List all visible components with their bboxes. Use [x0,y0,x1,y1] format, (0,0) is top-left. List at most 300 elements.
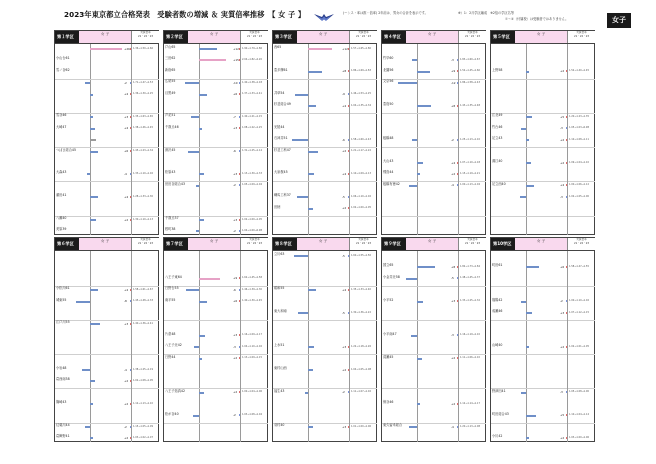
school-row [55,102,159,111]
rate-trend: 1.06→1.10→1.02 [351,194,371,198]
rate-trend: 1.36→1.30→1.25 [133,92,153,96]
district-panel-body [491,44,594,235]
applicant-change-value: -3 [233,344,236,349]
rate-trend: 1.15→1.05→1.09 [133,424,153,428]
trend-dot-icon [239,173,241,175]
school-row [164,148,268,157]
trend-dot-icon [566,70,568,72]
school-row [55,332,159,341]
trend-dot-icon [239,82,241,84]
trend-dot-icon [130,403,132,405]
school-row [491,125,595,134]
rate-column-header [567,31,595,43]
school-row [491,113,595,122]
applicant-change-value: -2 [124,424,127,429]
rate-trend: 1.28→1.33→1.30 [133,194,153,198]
school-row [164,400,268,409]
trend-dot-icon [239,300,241,302]
school-name: 立川63 [274,252,285,256]
school-row [164,102,268,111]
school-row [164,56,268,65]
school-row [382,412,486,421]
applicant-change-bar [90,380,95,382]
applicant-change-bar [526,116,532,118]
district-panel-header [164,238,267,251]
school-name: 豊多摩61 [274,67,288,72]
trend-dot-icon [566,391,568,393]
school-row [491,355,595,364]
district-panel-header [491,238,594,251]
school-name: 紅葉川44 [56,423,70,427]
trend-dot-icon [348,369,350,371]
applicant-change-bar [521,301,526,303]
rate-trend: 1.58→1.47→1.55 [569,264,589,268]
school-row [382,148,486,157]
rate-trend: 2.04→1.82→2.20 [242,57,262,61]
rate-trend: 1.10→1.08→1.11 [569,137,589,141]
rate-trend: 1.62→1.45→1.58 [242,276,262,280]
rate-trend: 1.16→1.19→1.10 [460,333,480,337]
school-row [273,298,377,307]
school-name: 杉並工科47 [274,147,291,152]
applicant-change-value: -2 [233,183,236,188]
school-name: 成瀬46 [492,309,503,313]
applicant-change-bar [308,369,313,371]
rate-trend: 1.60→1.55→1.50 [351,253,371,257]
school-name: 松が谷40 [165,411,179,416]
rate-column-years: 21・22・23 [573,35,590,38]
district-panel [54,30,159,235]
trend-dot-icon [130,116,132,118]
wings-logo-icon [313,11,335,23]
applicant-change-value: +3 [124,114,129,119]
school-row [55,193,159,202]
trend-dot-icon [457,82,459,84]
trend-dot-icon [566,266,568,268]
rate-trend: 1.09→1.04→1.10 [569,160,589,164]
rate-trend: 1.07→1.10→1.18 [460,160,480,164]
applicant-change-bar [308,289,316,291]
applicant-change-bar [90,289,98,291]
applicant-change-value: -2 [342,390,345,395]
school-name: 板橋48 [383,136,394,141]
rate-column-years: 21・22・23 [246,242,263,245]
applicant-change-bar [199,358,202,360]
rate-trend: 1.11→1.06→1.10 [460,356,480,360]
school-name: 野津田41 [492,388,506,393]
applicant-change-value: -2 [233,228,236,233]
school-row [273,216,377,225]
school-row [382,136,486,145]
school-name: 新宿65 [165,67,176,72]
school-row [491,275,595,284]
school-name: 芦花51 [165,113,176,118]
trend-dot-icon [457,173,459,175]
applicant-change-bar [90,196,98,198]
applicant-change-bar [199,278,220,280]
applicant-change-bar [90,219,96,221]
trend-dot-icon [457,403,459,405]
school-row [491,389,595,398]
trend-dot-icon [130,437,132,439]
trend-dot-icon [348,426,350,428]
applicant-change-value: -2 [233,413,236,418]
district-panel [272,237,377,442]
applicant-change-bar [188,151,199,153]
school-row [382,56,486,65]
trend-dot-icon [348,70,350,72]
applicant-change-value: +26 [124,46,130,51]
school-row [55,377,159,386]
rate-column-header [458,31,486,43]
applicant-change-value: -3 [560,126,563,131]
applicant-change-bar [417,266,435,268]
applicant-change-bar [185,82,199,84]
school-row [164,205,268,214]
rate-trend: 1.07→1.12→1.15 [569,310,589,314]
district-name: 第６学区 [55,238,79,250]
applicant-change-bar [82,369,90,371]
rate-column-years: 21・22・23 [137,242,154,245]
school-row [273,79,377,88]
school-name: 南平55 [165,297,176,302]
trend-dot-icon [348,346,350,348]
school-name: 八王子北42 [165,343,182,348]
applicant-change-value: +2 [124,217,129,222]
school-row [164,79,268,88]
trend-dot-icon [130,369,132,371]
school-name: 石神井51 [274,136,288,141]
applicant-change-bar [76,301,90,303]
trend-dot-icon [130,48,132,50]
trend-dot-icon [457,184,459,186]
school-row [491,79,595,88]
applicant-change-value: +4 [451,160,456,165]
school-row [491,159,595,168]
school-row [273,434,377,443]
school-row [164,309,268,318]
school-row [491,434,595,443]
applicant-change-bar [87,173,90,175]
rate-trend: 1.25→1.13→1.10 [460,137,480,141]
school-row [55,252,159,261]
school-row [382,182,486,191]
applicant-change-bar [292,139,308,141]
sex-column-label: 女 子 [406,31,458,43]
school-name: 小川42 [492,434,503,439]
trend-dot-icon [566,139,568,141]
school-name: 小金井北58 [383,274,400,279]
trend-dot-icon [348,105,350,107]
school-row [273,377,377,386]
trend-dot-icon [239,93,241,95]
school-row [382,343,486,352]
rate-trend: 1.40→1.21→1.15 [242,114,262,118]
school-name: 西65 [274,45,282,49]
applicant-change-bar [85,426,90,428]
school-row [55,286,159,295]
school-row [164,125,268,134]
school-row [164,423,268,432]
trend-dot-icon [348,207,350,209]
rate-trend: 1.22→1.18→1.26 [351,344,371,348]
applicant-change-bar [526,415,536,417]
school-name: 大崎47 [56,124,67,129]
applicant-change-bar [308,151,318,153]
trend-dot-icon [239,116,241,118]
rate-trend: 1.03→1.02→1.07 [133,435,153,439]
school-name: 文京56 [383,79,394,84]
rate-trend: 1.37→1.33→1.41 [242,92,262,96]
school-name: 上野58 [492,67,503,72]
applicant-change-value: +2 [124,435,129,440]
rate-column-years: 21・22・23 [137,35,154,38]
school-row [273,275,377,284]
trend-dot-icon [457,139,459,141]
trend-dot-icon [130,93,132,95]
applicant-change-bar [417,71,430,73]
school-row [273,113,377,122]
trend-dot-icon [130,219,132,221]
applicant-change-value: -4 [124,171,127,176]
applicant-change-bar [526,312,532,314]
rate-trend: 1.00→1.13→1.04 [460,183,480,187]
page-title: 2023年東京都立合格発表 受験者数の増減 ＆ 実質倍率推移 【 女 子 】 [64,10,306,19]
applicant-change-value: +3 [233,126,238,131]
rate-trend: 1.21→1.17→1.22 [351,149,371,153]
school-row [273,320,377,329]
sex-column-label: 女 子 [188,238,240,250]
school-row [382,320,486,329]
trend-dot-icon [239,184,241,186]
school-name: 八王子東64 [165,274,182,279]
district-panel-header [55,31,158,44]
applicant-change-bar [90,128,95,130]
school-row [491,298,595,307]
applicant-change-value: +8 [342,69,347,74]
rate-trend: 1.36→1.50→1.66 [133,46,153,50]
applicant-change-value: -4 [451,424,454,429]
trend-dot-icon [239,150,241,152]
applicant-change-bar [90,94,93,96]
school-row [273,343,377,352]
school-name: 千歳丘37 [165,216,179,220]
school-name: 竹早60 [383,56,394,61]
school-row [382,263,486,272]
school-name: 淵江40 [492,159,503,163]
school-name: 深沢45 [165,147,176,152]
school-name: 片倉48 [165,331,176,336]
school-name: 翔陽42 [492,297,503,302]
school-row [273,45,377,54]
page-header [0,0,656,30]
applicant-change-value: -5 [342,194,345,199]
district-name: 第９学区 [382,238,406,250]
school-row [164,434,268,443]
rate-trend: 1.52→1.45→1.60 [460,69,480,73]
applicant-change-value: +3 [233,171,238,176]
school-name: 松原43 [165,170,176,175]
applicant-change-bar [308,105,316,107]
rate-trend: 1.90→1.79→1.86 [242,46,262,50]
trend-dot-icon [239,346,241,348]
applicant-change-value: +2 [560,137,565,142]
school-row [164,170,268,179]
school-row [382,227,486,236]
applicant-change-bar [520,196,526,198]
applicant-change-value: +6 [560,264,565,269]
applicant-change-value: +2 [451,401,456,406]
school-row [382,170,486,179]
trend-dot-icon [348,312,350,314]
rate-column-header [240,31,268,43]
trend-dot-icon [348,196,350,198]
rate-trend: 1.31→1.25→1.14 [242,149,262,153]
trend-dot-icon [348,150,350,152]
school-row [273,227,377,236]
applicant-change-bar [308,346,314,348]
applicant-change-value: +4 [342,103,347,108]
applicant-change-bar [90,116,93,118]
applicant-change-value: +3 [451,299,456,304]
trend-dot-icon [457,426,459,428]
school-row [55,355,159,364]
school-name: 豊島50 [383,102,394,106]
school-row [491,309,595,318]
school-row [55,227,159,236]
school-row [164,159,268,168]
rate-trend: 1.00→1.04→1.06 [242,390,262,394]
rate-trend: 1.01→1.00→1.06 [351,424,371,428]
applicant-change-value: +5 [560,114,565,119]
applicant-change-bar [305,392,308,394]
applicant-change-value: +6 [124,149,129,154]
school-row [491,193,595,202]
header-note-right-1: ※）1：2月学区編成 ※2倍の学区名等 [458,11,515,15]
rate-trend: 1.02→1.01→1.05 [569,344,589,348]
applicant-change-value: +2 [124,401,129,406]
district-name: 第１学区 [55,31,79,43]
trend-dot-icon [348,289,350,291]
school-name: 北園56 [383,67,394,72]
school-row [491,377,595,386]
school-row [164,343,268,352]
rate-trend: 1.00→1.06→1.12 [569,183,589,187]
school-row [273,170,377,179]
school-row [491,343,595,352]
school-row [491,205,595,214]
school-name: 小平52 [383,297,394,302]
school-row [55,182,159,191]
trend-dot-icon [457,334,459,336]
applicant-change-bar [90,403,93,405]
applicant-change-bar [411,335,417,337]
applicant-change-value: +6 [233,299,238,304]
applicant-change-bar [297,196,308,198]
school-row [382,159,486,168]
district-panel-body [273,44,376,235]
rate-trend: 1.02→1.00→1.05 [242,217,262,221]
rate-trend: 1.04→1.35→1.34 [351,103,371,107]
school-row [273,148,377,157]
applicant-change-value: +8 [451,264,456,269]
rate-trend: 1.05→1.09→1.04 [242,183,262,187]
rate-trend: 1.15→1.19→1.21 [460,171,480,175]
trend-dot-icon [239,277,241,279]
district-panel-body [273,251,376,442]
applicant-change-bar [308,208,313,210]
trend-dot-icon [566,162,568,164]
rate-column-header [240,238,268,250]
school-row [55,79,159,88]
school-row [382,400,486,409]
trend-dot-icon [239,334,241,336]
school-name: 広尾55 [165,79,176,84]
school-name: 清瀬45 [383,354,394,359]
school-name: 八潮40 [56,216,67,220]
school-name: 町田61 [492,263,503,268]
school-name: 雪谷46 [56,113,67,118]
applicant-change-bar [412,139,417,141]
school-row [273,366,377,375]
school-row [491,400,595,409]
rate-trend: 1.03→1.00→1.06 [569,435,589,439]
school-row [382,216,486,225]
trend-dot-icon [457,59,459,61]
school-row [491,286,595,295]
school-name: 葛飾野41 [56,434,70,439]
rate-column-years: 21・22・23 [355,242,372,245]
school-row [491,366,595,375]
school-row [55,68,159,77]
applicant-change-bar [308,426,313,428]
applicant-change-bar [521,392,526,394]
rate-trend: 1.48→1.45→1.37 [460,276,480,280]
school-name: 篠崎43 [56,400,67,405]
school-row [491,423,595,432]
applicant-change-value: +6 [233,92,238,97]
applicant-change-value: +2 [451,171,456,176]
applicant-change-value: +3 [233,333,238,338]
school-row [382,252,486,261]
trend-dot-icon [348,173,350,175]
school-row [55,125,159,134]
applicant-change-bar [417,301,423,303]
rate-column-header [349,31,377,43]
applicant-change-bar [526,162,531,164]
applicant-change-value: +2 [560,69,565,74]
rate-trend: 1.46→1.39→1.30 [242,287,262,291]
school-row [491,148,595,157]
school-row [55,412,159,421]
school-row [382,332,486,341]
applicant-change-value: +4 [342,171,347,176]
school-name: 日野台55 [165,286,179,291]
school-row [55,113,159,122]
applicant-change-value: +3 [342,344,347,349]
school-name: 光陵44 [274,124,285,129]
applicant-change-bar [412,59,417,61]
rate-trend: 1.13→1.30→1.33 [242,171,262,175]
rate-trend: 1.45→1.23→1.34 [133,149,153,153]
district-name: 第５学区 [491,31,515,43]
trend-dot-icon [348,93,350,95]
school-name: 江戸川55 [56,320,70,325]
applicant-change-bar [196,185,199,187]
rate-trend: 1.12→1.13→1.10 [133,401,153,405]
trend-dot-icon [130,127,132,129]
school-row [273,193,377,202]
